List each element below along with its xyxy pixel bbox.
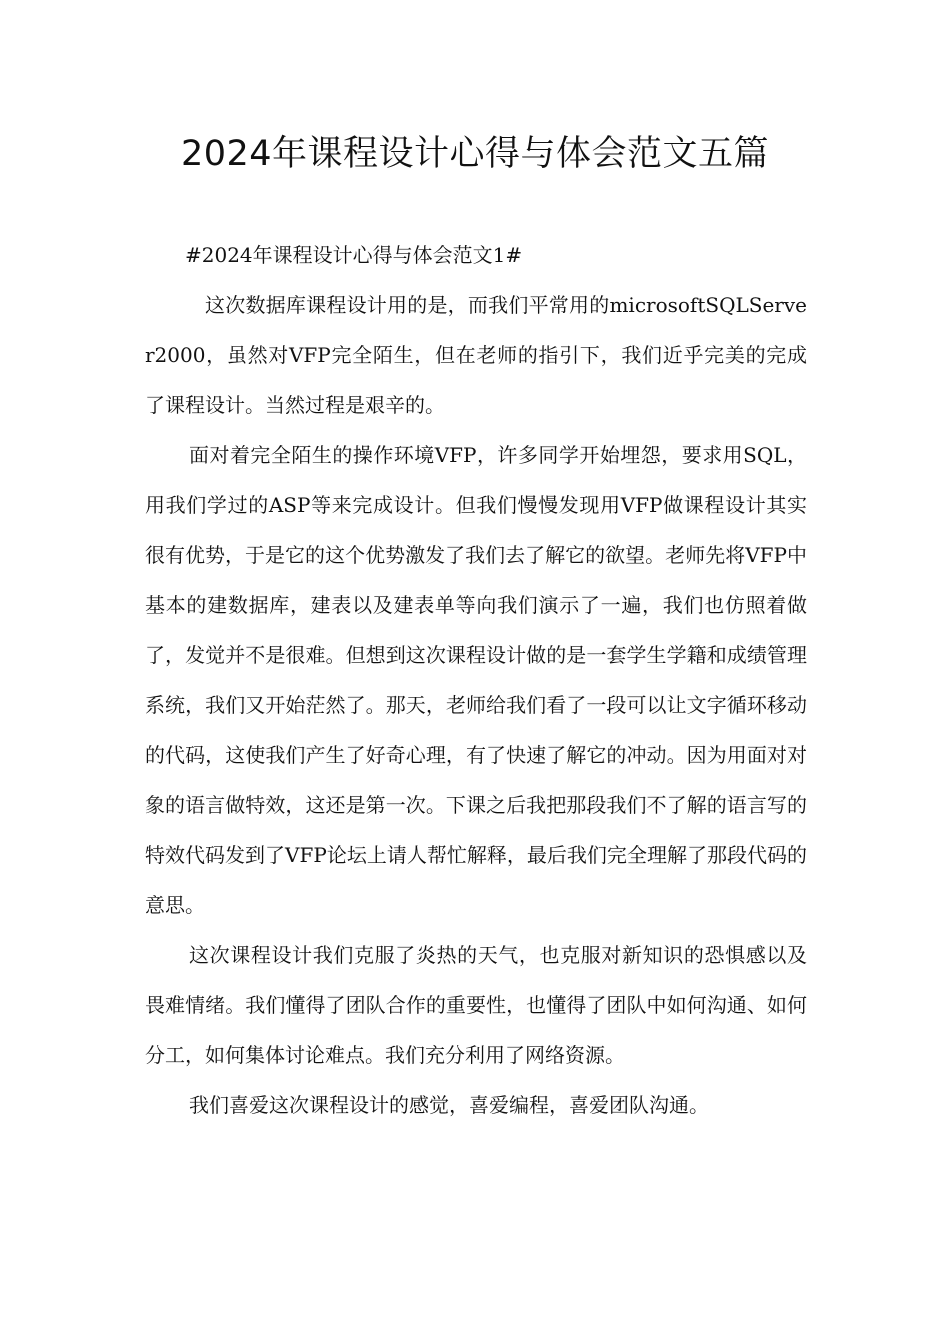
paragraph-4: 我们喜爱这次课程设计的感觉，喜爱编程，喜爱团队沟通。	[189, 1093, 709, 1117]
document-title: 2024年课程设计心得与体会范文五篇	[180, 134, 770, 174]
paragraph-2: 面对着完全陌生的操作环境VFP，许多同学开始埋怨，要求用SQL，用我们学过的ASP等来完成设计。但我们慢慢发现用VFP做课程设计其实很有优势，于是它的这个优势激发了我们去了解它的欲望。老师先将VFP中基本的建数据库，建表以及建表单等向我们演示了一遍，我们也仿照着做了，发觉并不是很难。但想到这次课程设计做的是一套学生学籍和成绩管理系统，我们又开始茫然了。那天，老师给我们看了一段可以让文字循环移动的代码，这使我们产生了好奇心理，有了快速了解它的冲动。因为用面对对象的语言做特效，这还是第一次。下课之后我把那段我们不了解的语言写的特效代码发到了VFP论坛上请人帮忙解释，最后我们完全理解了那段代码的意思。	[145, 443, 807, 917]
paragraph-1: 这次数据库课程设计用的是，而我们平常用的microsoftSQLServer2000，虽然对VFP完全陌生，但在老师的指引下，我们近乎完美的完成了课程设计。当然过程是艰辛的。	[145, 293, 807, 417]
document-body	[145, 230, 807, 1130]
paragraph-3: 这次课程设计我们克服了炎热的天气，也克服对新知识的恐惧感以及畏难情绪。我们懂得了团队合作的重要性，也懂得了团队中如何沟通、如何分工，如何集体讨论难点。我们充分利用了网络资源。	[145, 943, 807, 1067]
section-heading: #2024年课程设计心得与体会范文1#	[185, 243, 523, 267]
